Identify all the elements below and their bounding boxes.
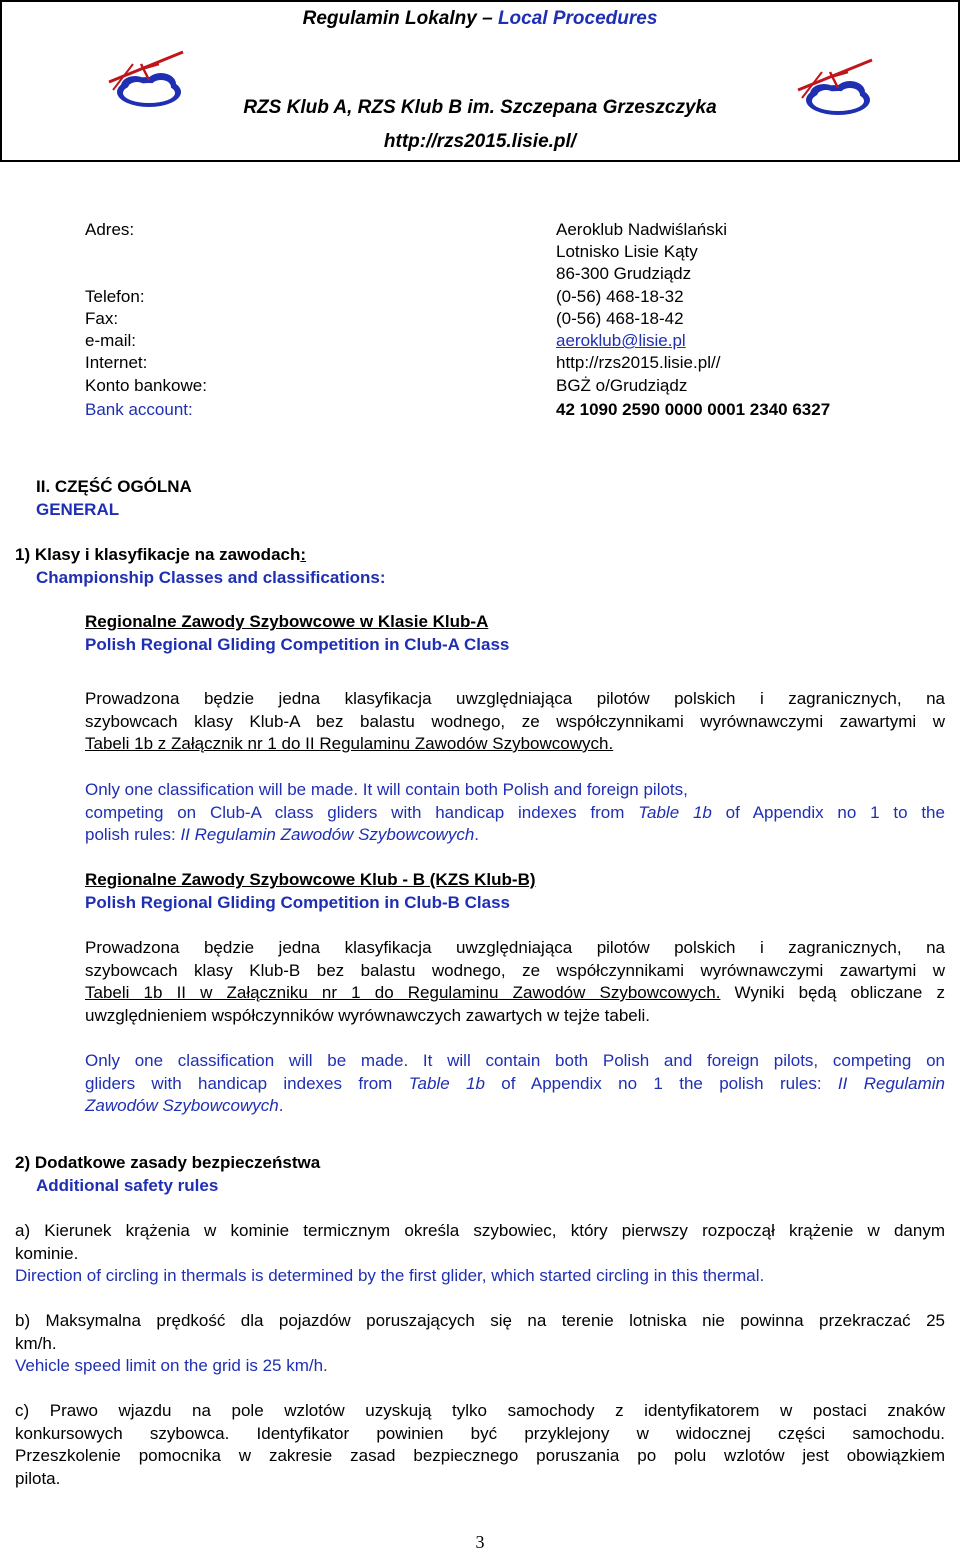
s1-club-a-en: Only one classification will be made. It will contain both Polish and foreign pilots, competing on Club-A class gliders with handicap indexes from Table 1b of Appendix no 1 to the polish rules: II Regulamin Zawodów Szybowcowych. — [85, 780, 945, 844]
contact-row-internet: Internet: http://rzs2015.lisie.pl// — [85, 353, 721, 372]
s2-item-b: b) Maksymalna prędkość dla pojazdów poruszających się na terenie lotniska nie powinna przekraczać 25 km/h. Vehicle speed limit on the grid is 25 km/h. — [15, 1311, 945, 1375]
s2-item-a: a) Kierunek krążenia w kominie termicznym określa szybowiec, który pierwszy rozpoczął krążenie w danym kominie. Direction of circling in thermals is determined by the first glider, which started circling in this thermal. — [15, 1221, 945, 1285]
internet-link[interactable]: http://rzs2015.lisie.pl// — [556, 353, 721, 372]
s1-club-b-pl: Prowadzona będzie jedna klasyfikacja uwzględniająca pilotów polskich i zagranicznych, na szybowcach klasy Klub-B bez balastu wodnego, ze współczynnikami wyrównawczymi zawartymi w Tabeli 1b II w Załączniku nr 1 do Regulaminu Zawodów Szybowcowych. Wyniki będą obliczane z uwzględnieniem współczynników wyrównawczych zawartych w tejże tabeli. — [85, 938, 945, 1025]
header-box — [0, 0, 960, 162]
contact-row-phone: Telefon: (0-56) 468-18-32 — [85, 287, 684, 306]
s1-club-a-title: Regionalne Zawody Szybowcowe w Klasie Klub-A Polish Regional Gliding Competition in Club-A Class — [85, 612, 510, 654]
s1-heading: 1) Klasy i klasyfikacje na zawodach: Championship Classes and classifications: — [15, 545, 386, 587]
header-club-name: RZS Klub A, RZS Klub B im. Szczepana Grzeszczyka — [243, 97, 717, 118]
contact-row-bank-account: Bank account: 42 1090 2590 0000 0001 2340 6327 — [85, 400, 831, 419]
email-link[interactable]: aeroklub@lisie.pl — [556, 331, 686, 350]
contact-row-fax: Fax: (0-56) 468-18-42 — [85, 309, 684, 328]
s2-heading: 2) Dodatkowe zasady bezpieczeństwa Additional safety rules — [15, 1153, 321, 1195]
contact-row-address-3: 86-300 Grudziądz — [556, 264, 692, 283]
contact-row-address: Adres: Aeroklub Nadwiślański — [85, 220, 728, 239]
contact-row-bank: Konto bankowe: BGŻ o/Grudziądz — [85, 376, 688, 395]
contact-row-email: e-mail: aeroklub@lisie.pl — [85, 331, 686, 350]
contact-row-address-2: Lotnisko Lisie Kąty — [556, 242, 698, 261]
section-title: II. CZĘŚĆ OGÓLNA GENERAL — [36, 477, 192, 519]
header-title: Regulamin Lokalny – Local Procedures — [302, 8, 658, 29]
page-number: 3 — [475, 1532, 485, 1552]
s1-club-a-pl: Prowadzona będzie jedna klasyfikacja uwzględniająca pilotów polskich i zagranicznych, na szybowcach klasy Klub-A bez balastu wodnego, ze współczynnikami wyrównawczymi zawartymi w Tabeli 1b z Załącznik nr 1 do II Regulaminu Zawodów Szybowcowych. — [85, 689, 945, 753]
header-url[interactable]: http://rzs2015.lisie.pl/ — [383, 131, 577, 152]
s1-club-b-en: Only one classification will be made. It will contain both Polish and foreign pilots, competing on gliders with handicap indexes from Table 1b of Appendix no 1 the polish rules: II Regulamin Zawodów Szybowcowych. — [85, 1051, 945, 1115]
s2-item-c: c) Prawo wjazdu na pole wzlotów uzyskują tylko samochody z identyfikatorem w postaci znaków konkursowych szybowca. Identyfikator powinien być przyklejony w widocznej części samochodu. Przeszkolenie pomocnika w zakresie zasad bezpiecznego poruszania po polu wzlotów jest obowiązkiem pilota. — [15, 1401, 945, 1488]
s1-club-b-title: Regionalne Zawody Szybowcowe Klub - B (KZS Klub-B) Polish Regional Gliding Competition in Club-B Class — [85, 870, 536, 912]
